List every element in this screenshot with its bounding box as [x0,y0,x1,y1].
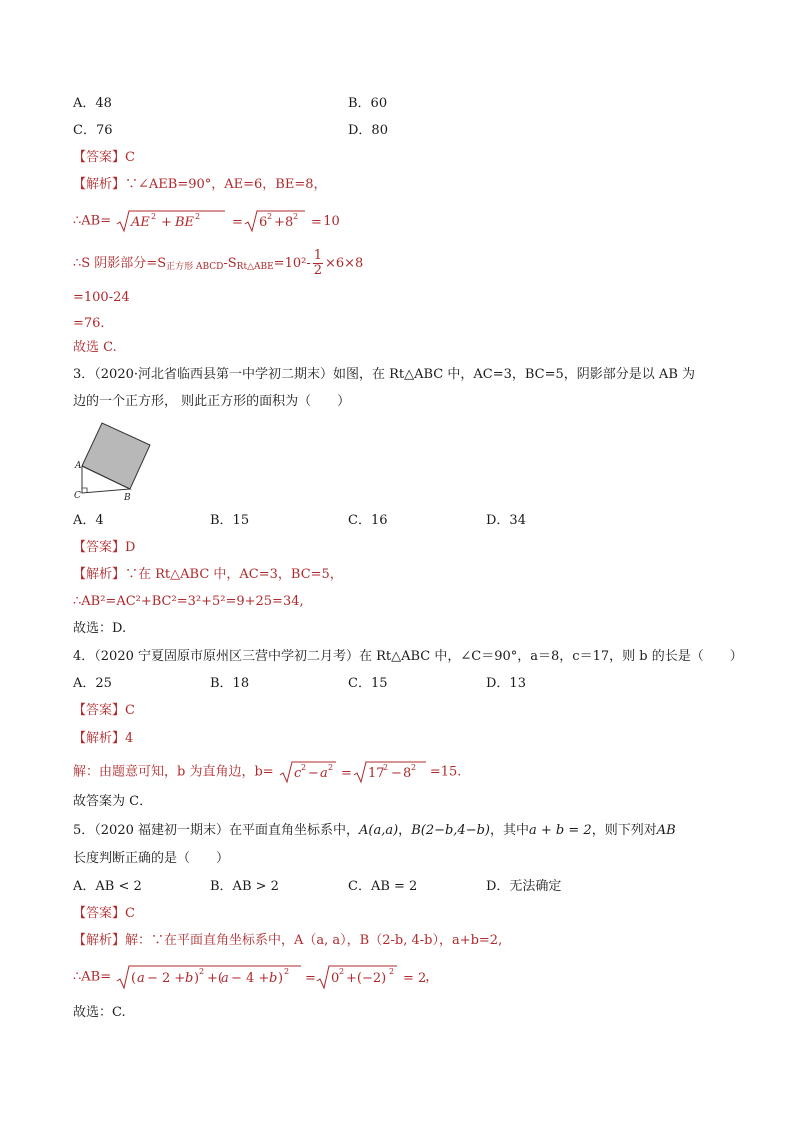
svg-text:=: = [340,766,352,781]
q3-option-b: B．15 [210,513,250,528]
svg-text:6: 6 [259,215,268,230]
svg-text:+: + [274,215,286,230]
q5-point-b: B(2−b,4−b) [411,823,490,838]
svg-text:2: 2 [410,763,416,772]
q2-area-sub-square: 正方形 ABCD [166,262,224,272]
q4-option-c: C．15 [348,676,388,691]
q3-label-b: B [124,493,131,503]
svg-text:2: 2 [151,212,157,221]
q2-area-dash: -S [223,256,237,271]
q2-area-prefix: ∴S 阴影部分=S [73,256,167,271]
svg-text:AE: AE [131,215,151,230]
svg-text:−: − [390,766,402,781]
svg-text:2: 2 [327,763,333,772]
q5-ab-line [73,963,438,991]
q2-ab-line: ∴AB= AE 2 + BE 2 = 6 2 + 8 2 = 10 [73,208,340,234]
q2-conclusion: 故选 C. [73,340,117,355]
q5-ab-prefix: ∴AB= [73,969,112,985]
q2-step-b: =76. [73,316,105,331]
svg-text:): ) [278,971,284,986]
svg-text:BE: BE [175,215,195,230]
q5-ab-tail: ， [425,969,439,985]
svg-text:17: 17 [367,766,385,781]
q4-option-a: A．25 [73,676,112,691]
q2-ab-prefix: ∴AB= [73,213,112,229]
q4-option-b: B．18 [210,676,250,691]
svg-text:2: 2 [199,967,205,976]
q2-option-b: B．60 [348,96,388,111]
svg-text:(: ( [131,971,137,986]
svg-text:−: − [307,766,319,781]
q5-stem-line2: 长度判断正确的是（ ） [73,851,230,866]
svg-text:2: 2 [300,763,306,772]
q3-stem-line2: 边的一个正方形， 则此正方形的面积为（ ） [73,394,351,409]
q2-area-times: ×6×8 [325,256,364,271]
svg-text:a: a [319,766,328,781]
svg-text:2: 2 [389,967,395,976]
svg-text:2: 2 [267,212,273,221]
q5-condition: a + b = 2 [529,823,592,838]
svg-text:2: 2 [293,212,299,221]
q3-stem-line1: 3．（2020·河北省临西县第一中学初二期末）如图，在 Rt△ABC 中，AC=3，BC=5，阴影部分是以 AB 为 [73,367,696,382]
q4-stem: 4．（2020 宁夏固原市原州区三营中学初二月考）在 Rt△ABC 中，∠C＝90°，a＝8，c＝17，则 b 的长是（ ） [73,649,743,664]
svg-text:2: 2 [195,212,201,221]
q2-option-a: A．48 [73,96,112,111]
q2-step-a: =100-24 [73,290,130,305]
q3-option-d: D．34 [486,513,526,528]
q3-label-a: A [75,461,82,471]
q5-analysis-head: 【解析】解：∵在平面直角坐标系中，A（a, a），B（2-b, 4-b），a+b=2, [73,933,503,948]
svg-text:c: c [293,766,302,781]
q4-solution-tail: =15. [429,764,462,780]
q5-stem-line1 [73,822,676,840]
q2-fraction: $\frac{1}{2}$ [313,248,322,278]
svg-text:a: a [137,971,146,986]
q3-option-a: A．4 [73,513,104,528]
q5-point-a: A(a,a) [359,823,399,838]
svg-text:= 2: = 2 [403,971,426,986]
q5-ab: AB [656,823,676,838]
q5-stem-prefix: 5．（2020 福建初一期末）在平面直角坐标系中， [73,823,359,838]
q3-label-c: C [74,491,81,501]
svg-text:8: 8 [402,766,412,781]
q5-stem-tail: ，则下列对 [591,823,657,838]
q4-answer: 【答案】C [73,703,135,718]
q3-option-c: C．16 [348,513,388,528]
svg-text:8: 8 [285,215,294,230]
q5-stem-mid: ，其中 [490,823,530,838]
svg-text:b: b [185,971,194,986]
q3-conclusion: 故选：D. [73,621,127,636]
svg-text:+(: +( [207,971,224,986]
q4-solution-line [73,759,461,785]
q2-option-c: C．76 [73,123,113,138]
q5-conclusion: 故选：C. [73,1005,126,1020]
svg-text:a: a [221,971,230,986]
q2-answer: 【答案】C [73,150,135,165]
svg-text:2: 2 [382,763,388,772]
svg-text:=: = [305,971,317,986]
svg-text:+(−2): +(−2) [346,971,387,986]
q2-ab-formula [115,208,327,234]
q2-area-sub-triangle: Rt△ABE [236,262,274,272]
q4-analysis-head: 【解析】4 [73,731,134,746]
q2-analysis-head: 【解析】∵∠AEB=90°，AE=6，BE=8， [73,177,327,192]
svg-text:2: 2 [284,967,290,976]
svg-text:=: = [232,215,244,230]
q4-option-d: D．13 [486,676,526,691]
q3-figure [70,418,160,506]
q3-answer: 【答案】D [73,540,136,555]
svg-text:=: = [311,215,323,230]
svg-text:− 2 +: − 2 + [147,971,186,986]
q3-analysis-line2: ∴AB²=AC²+BC²=3²+5²=9+25=34, [73,594,304,609]
q2-area-line [73,249,363,278]
q3-analysis-head: 【解析】∵在 Rt△ABC 中，AC=3，BC=5， [73,567,343,582]
q5-answer: 【答案】C [73,906,135,921]
q4-conclusion: 故答案为 C． [73,794,153,809]
q4-solution-prefix: 解：由题意可知，b 为直角边，b= [73,764,274,780]
q5-sep: ， [398,823,412,838]
q2-area-tail: =10²- [273,256,311,271]
svg-text:+: + [161,215,173,230]
q5-option-d: D．无法确定 [486,879,562,894]
q5-option-c: C．AB = 2 [348,879,418,894]
q4-solution-formula [278,759,430,785]
svg-text:− 4 +: − 4 + [231,971,270,986]
svg-text:2: 2 [339,967,345,976]
q5-option-a: A．AB < 2 [73,879,142,894]
q5-option-b: B．AB > 2 [210,879,279,894]
q2-option-d: D．80 [348,123,388,138]
svg-text:b: b [269,971,278,986]
q5-ab-formula [115,963,425,991]
svg-text:): ) [194,971,200,986]
svg-text:0: 0 [331,971,340,986]
